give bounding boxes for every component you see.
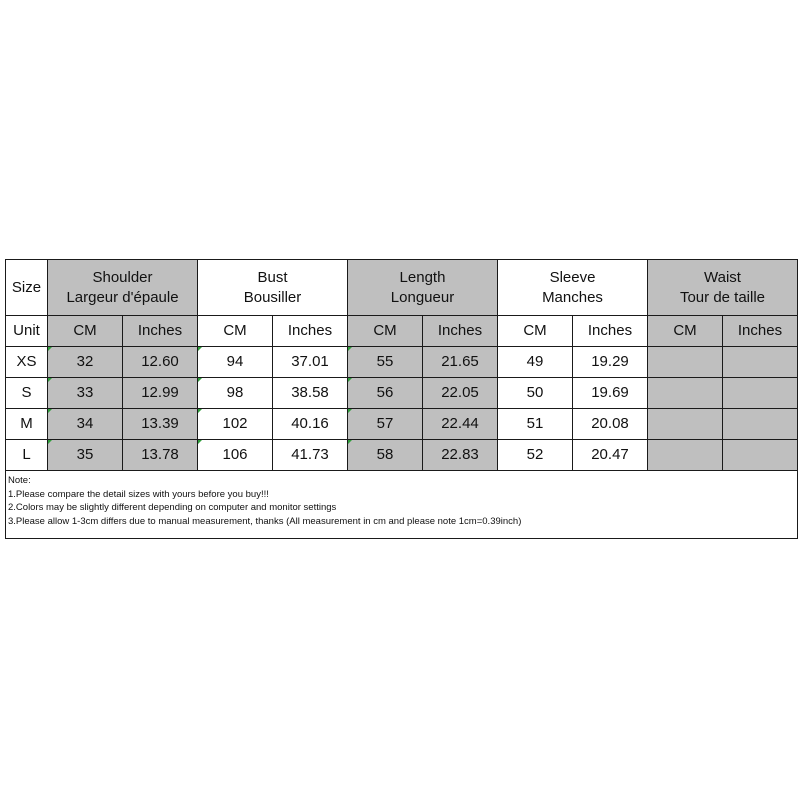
unit-cell: Inches (723, 316, 798, 347)
value-cell: 34 (48, 409, 123, 440)
size-header-label: Size (11, 278, 42, 296)
size-header (6, 260, 48, 316)
table-row (6, 440, 798, 471)
unit-label: Unit (6, 316, 48, 347)
value-cell: 37.01 (273, 347, 348, 378)
value-cell: 12.60 (123, 347, 198, 378)
unit-cell: CM (348, 316, 423, 347)
value-cell: 51 (498, 409, 573, 440)
value-cell: 98 (198, 378, 273, 409)
length-header-fr: Longueur (390, 288, 455, 306)
shoulder-header-en: Shoulder (92, 268, 153, 286)
unit-cell: CM (48, 316, 123, 347)
note-line: 3.Please allow 1-3cm differs due to manual measurement, thanks (All measurement in cm and please note 1cm=0.39inch) (8, 515, 522, 527)
size-cell: M (6, 409, 48, 440)
sleeve-header-en: Sleeve (549, 268, 596, 286)
table-row (6, 409, 798, 440)
value-cell: 32 (48, 347, 123, 378)
size-cell: XS (6, 347, 48, 378)
value-cell: 12.99 (123, 378, 198, 409)
value-cell: 22.44 (423, 409, 498, 440)
length-header-en: Length (399, 268, 446, 286)
size-cell: L (6, 440, 48, 471)
size-table (5, 259, 798, 539)
value-cell: 19.69 (573, 378, 648, 409)
value-cell: 33 (48, 378, 123, 409)
value-cell (723, 347, 798, 378)
value-cell: 57 (348, 409, 423, 440)
shoulder-header (48, 260, 198, 316)
bust-header (198, 260, 348, 316)
unit-cell: CM (498, 316, 573, 347)
value-cell: 22.83 (423, 440, 498, 471)
notes-row (6, 471, 798, 539)
value-cell (723, 440, 798, 471)
value-cell: 52 (498, 440, 573, 471)
shoulder-header-fr: Largeur d'épaule (66, 288, 179, 306)
table-row (6, 347, 798, 378)
value-cell: 41.73 (273, 440, 348, 471)
value-cell: 13.78 (123, 440, 198, 471)
sleeve-header-fr: Manches (542, 288, 603, 306)
size-cell: S (6, 378, 48, 409)
notes-cell (6, 471, 798, 539)
size-chart (5, 259, 797, 539)
value-cell (723, 378, 798, 409)
unit-cell: Inches (423, 316, 498, 347)
value-cell: 22.05 (423, 378, 498, 409)
value-cell: 35 (48, 440, 123, 471)
value-cell: 106 (198, 440, 273, 471)
value-cell: 56 (348, 378, 423, 409)
sleeve-header (498, 260, 648, 316)
notes-title: Note: (8, 475, 31, 486)
table-row (6, 378, 798, 409)
unit-cell: Inches (123, 316, 198, 347)
value-cell (648, 409, 723, 440)
waist-header-fr: Tour de taille (679, 288, 766, 306)
unit-cell: CM (648, 316, 723, 347)
value-cell (648, 440, 723, 471)
value-cell: 58 (348, 440, 423, 471)
unit-cell: Inches (573, 316, 648, 347)
value-cell (723, 409, 798, 440)
value-cell: 55 (348, 347, 423, 378)
value-cell: 102 (198, 409, 273, 440)
value-cell: 20.08 (573, 409, 648, 440)
value-cell: 21.65 (423, 347, 498, 378)
waist-header-en: Waist (704, 268, 741, 286)
value-cell: 38.58 (273, 378, 348, 409)
value-cell: 19.29 (573, 347, 648, 378)
note-line: 1.Please compare the detail sizes with yours before you buy!!! (8, 488, 269, 500)
length-header (348, 260, 498, 316)
value-cell: 50 (498, 378, 573, 409)
bust-header-fr: Bousiller (243, 288, 302, 306)
unit-cell: CM (198, 316, 273, 347)
value-cell (648, 378, 723, 409)
value-cell: 49 (498, 347, 573, 378)
value-cell (648, 347, 723, 378)
value-cell: 13.39 (123, 409, 198, 440)
value-cell: 94 (198, 347, 273, 378)
unit-cell: Inches (273, 316, 348, 347)
header-row (6, 260, 798, 316)
unit-row (6, 316, 798, 347)
value-cell: 40.16 (273, 409, 348, 440)
value-cell: 20.47 (573, 440, 648, 471)
note-line: 2.Colors may be slightly different depending on computer and monitor settings (8, 502, 337, 513)
waist-header (648, 260, 798, 316)
bust-header-en: Bust (257, 268, 288, 286)
